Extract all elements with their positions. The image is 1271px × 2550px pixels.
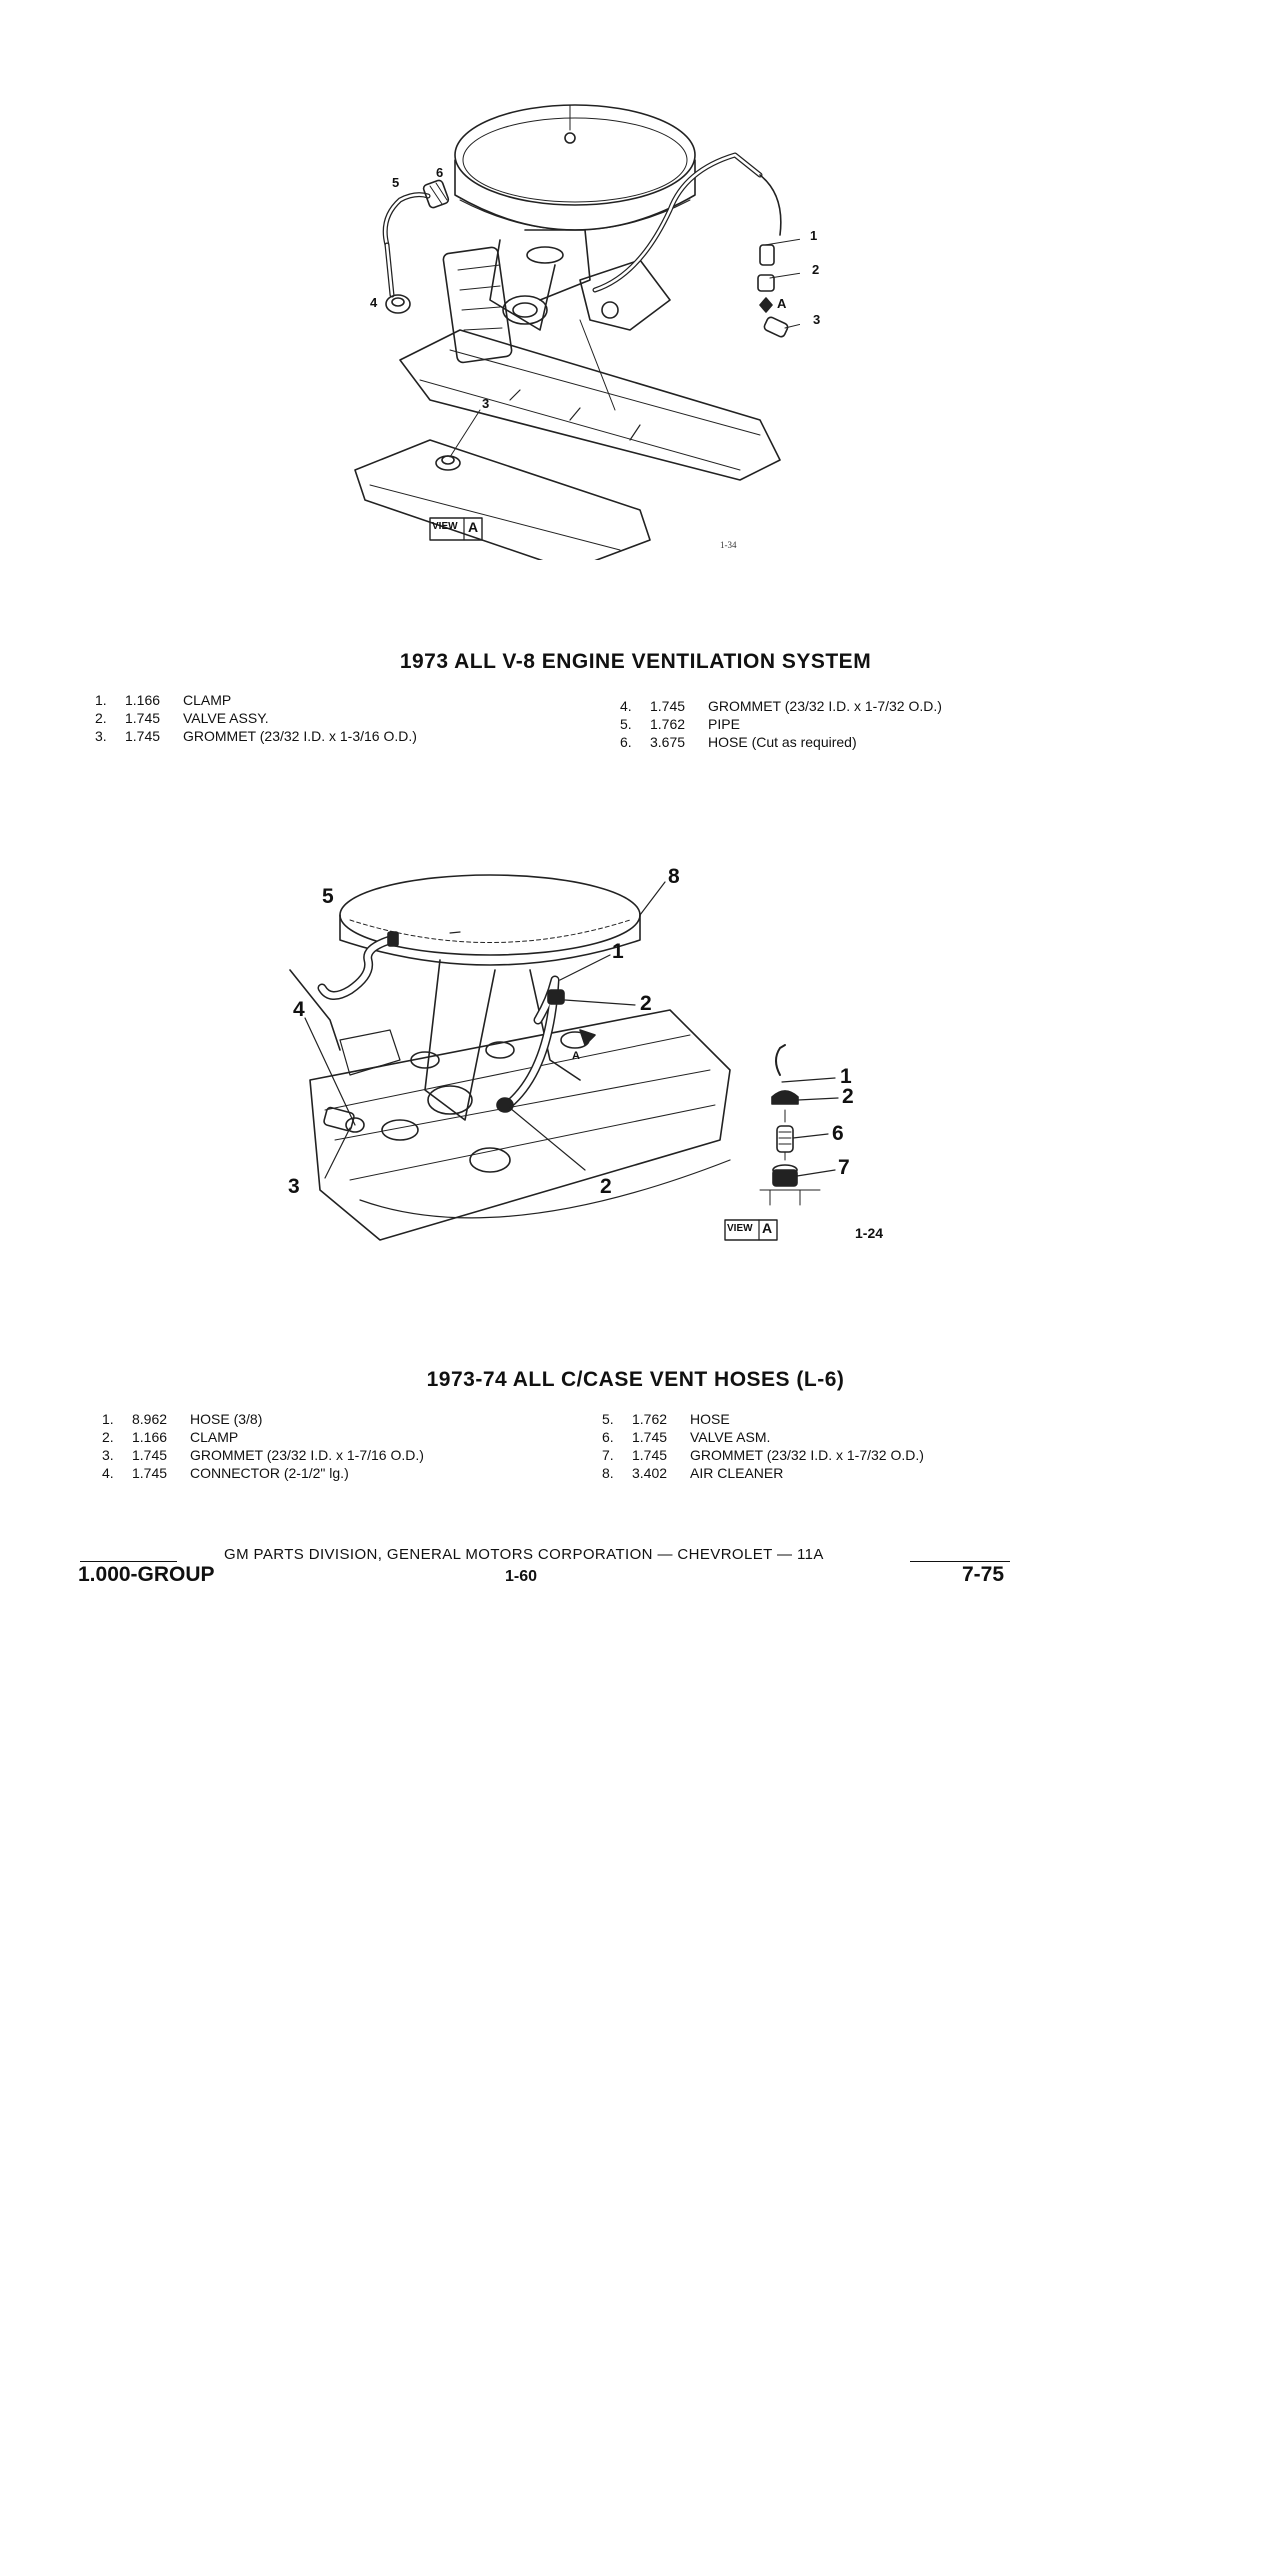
part-row: [602, 1446, 924, 1464]
part-code: 1.166: [132, 1429, 168, 1445]
section1-parts-left: [95, 691, 417, 745]
footer-rule-right: [910, 1561, 1010, 1562]
part-row: [95, 691, 417, 709]
part-row: [620, 715, 942, 733]
part-desc: CONNECTOR (2-1/2" lg.): [190, 1465, 349, 1481]
part-desc: HOSE (3/8): [190, 1411, 263, 1427]
part-desc: CLAMP: [190, 1429, 239, 1445]
part-code: 8.962: [132, 1411, 168, 1427]
view-letter: A: [762, 1220, 773, 1236]
part-code: 1.762: [632, 1411, 668, 1427]
part-row: [95, 709, 417, 727]
callout-1: 1: [612, 940, 624, 963]
footer-page-number: 1-60: [505, 1568, 538, 1585]
part-row: [95, 727, 417, 745]
callout-5: 5: [392, 175, 400, 190]
figure-code: 1-24: [855, 1225, 884, 1241]
callout-2: 2: [640, 992, 652, 1015]
part-code: 1.166: [125, 692, 161, 708]
view-letter: A: [468, 519, 479, 535]
part-code: 1.745: [632, 1429, 668, 1445]
part-num: 2.: [95, 710, 107, 726]
footer-rule-left: [80, 1561, 177, 1562]
callout-2-lower: 2: [600, 1175, 612, 1198]
part-code: 1.745: [650, 698, 686, 714]
view-label: VIEW: [432, 521, 458, 532]
part-desc: CLAMP: [183, 692, 232, 708]
part-num: 3.: [102, 1447, 114, 1463]
part-row: [102, 1464, 424, 1482]
callout-3-lower: 3: [482, 396, 490, 411]
part-num: 8.: [602, 1465, 614, 1481]
section1-title: 1973 ALL V-8 ENGINE VENTILATION SYSTEM: [399, 650, 872, 673]
part-num: 4.: [102, 1465, 114, 1481]
view-label: VIEW: [727, 1223, 753, 1234]
callout-3: 3: [288, 1175, 300, 1198]
callout-5: 5: [322, 885, 334, 908]
footer-publisher: GM PARTS DIVISION, GENERAL MOTORS CORPORATION — CHEVROLET — 11A: [224, 1546, 824, 1563]
part-row: [620, 733, 942, 751]
section2-title: 1973-74 ALL C/CASE VENT HOSES (L-6): [426, 1368, 845, 1391]
part-row: [602, 1410, 924, 1428]
part-code: 1.745: [125, 710, 161, 726]
part-num: 7.: [602, 1447, 614, 1463]
figure-code: 1-34: [720, 540, 737, 550]
detail-callout-2: 2: [842, 1085, 854, 1108]
footer-group: 1.000-GROUP: [78, 1563, 215, 1586]
detail-callout-6: 6: [832, 1122, 844, 1145]
part-row: [620, 697, 942, 715]
callout-4: 4: [370, 295, 378, 310]
part-code: 1.762: [650, 716, 686, 732]
callout-6: 6: [436, 165, 444, 180]
callout-2: 2: [812, 262, 820, 277]
part-num: 2.: [102, 1429, 114, 1445]
part-row: [102, 1428, 424, 1446]
part-desc: VALVE ASSY.: [183, 710, 269, 726]
part-row: [602, 1428, 924, 1446]
view-marker: A: [777, 296, 787, 311]
part-code: 1.745: [632, 1447, 668, 1463]
section1-parts-right: [620, 697, 942, 751]
part-code: 3.402: [632, 1465, 668, 1481]
part-desc: PIPE: [708, 716, 740, 732]
view-marker: A: [572, 1050, 580, 1062]
callout-1: 1: [810, 228, 818, 243]
part-desc: AIR CLEANER: [690, 1465, 784, 1481]
part-code: 1.745: [132, 1465, 168, 1481]
detail-callout-7: 7: [838, 1156, 850, 1179]
section2-parts-left: [102, 1410, 424, 1482]
footer-date: 7-75: [962, 1563, 1005, 1586]
part-desc: GROMMET (23/32 I.D. x 1-7/32 O.D.): [690, 1447, 924, 1463]
part-code: 3.675: [650, 734, 686, 750]
part-desc: HOSE: [690, 1411, 730, 1427]
part-desc: GROMMET (23/32 I.D. x 1-3/16 O.D.): [183, 728, 417, 744]
part-desc: GROMMET (23/32 I.D. x 1-7/16 O.D.): [190, 1447, 424, 1463]
part-num: 1.: [102, 1411, 114, 1427]
part-row: [102, 1410, 424, 1428]
detail-callout-1: 1: [840, 1065, 852, 1088]
part-num: 5.: [602, 1411, 614, 1427]
part-num: 6.: [602, 1429, 614, 1445]
part-desc: GROMMET (23/32 I.D. x 1-7/32 O.D.): [708, 698, 942, 714]
v8-engine-illustration: [340, 100, 800, 560]
part-num: 4.: [620, 698, 632, 714]
figure-l6-vent-hoses: [250, 860, 950, 1320]
part-row: [602, 1464, 924, 1482]
part-desc: VALVE ASM.: [690, 1429, 771, 1445]
part-num: 3.: [95, 728, 107, 744]
part-num: 1.: [95, 692, 107, 708]
figure-v8-ventilation: [340, 100, 821, 560]
part-num: 5.: [620, 716, 632, 732]
part-code: 1.745: [125, 728, 161, 744]
part-code: 1.745: [132, 1447, 168, 1463]
part-desc: HOSE (Cut as required): [708, 734, 857, 750]
callout-3: 3: [813, 312, 821, 327]
section2-parts-right: [602, 1410, 924, 1482]
callout-4: 4: [293, 998, 305, 1021]
part-row: [102, 1446, 424, 1464]
part-num: 6.: [620, 734, 632, 750]
callout-8: 8: [668, 865, 680, 888]
